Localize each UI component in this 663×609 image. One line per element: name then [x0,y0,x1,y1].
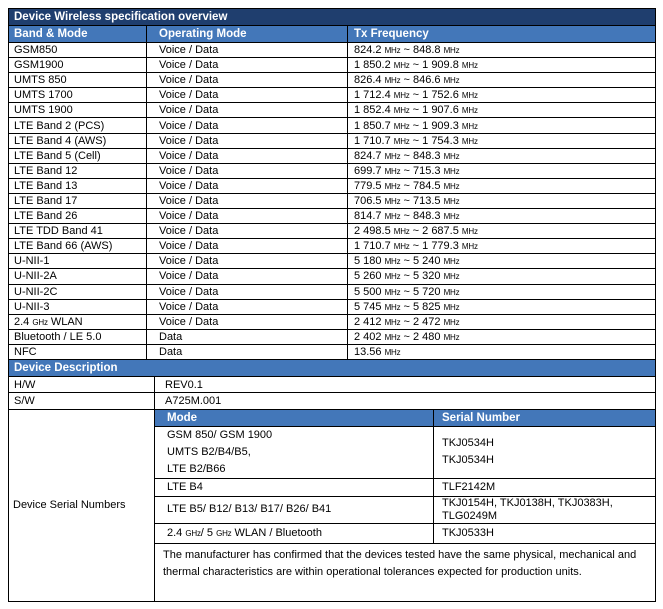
band-cell: LTE Band 4 (AWS) [9,133,147,148]
spec-row [9,178,656,193]
serial-number-cell: TKJ0533H [434,523,656,543]
mhz-unit: MHz [393,106,410,116]
mhz-unit: MHz [393,61,410,71]
tx-frequency-cell: 1 712.4 MHz ~ 1 752.6 MHz [348,88,656,103]
band-cell: 2.4 GHz WLAN [9,314,147,329]
operating-mode-cell: Voice / Data [147,254,348,269]
spec-row [9,88,656,103]
serial-row-label: Device Serial Numbers [9,409,155,601]
band-cell: GSM1900 [9,58,147,73]
band-cell: LTE Band 17 [9,193,147,208]
operating-mode-cell: Voice / Data [147,73,348,88]
tx-frequency-cell: 814.7 MHz ~ 848.3 MHz [348,209,656,224]
operating-mode-cell: Data [147,329,348,344]
band-cell: LTE Band 12 [9,163,147,178]
band-cell: UMTS 850 [9,73,147,88]
mhz-unit: MHz [393,91,410,101]
band-cell: U-NII-2C [9,284,147,299]
serial-mode-cell: LTE B4 [155,478,434,496]
spec-row [9,209,656,224]
band-cell: NFC [9,344,147,359]
operating-mode-cell: Voice / Data [147,178,348,193]
operating-mode-cell: Voice / Data [147,284,348,299]
tx-frequency-cell: 13.56 MHz [348,344,656,359]
spec-row [9,43,656,58]
tx-frequency-cell: 1 850.7 MHz ~ 1 909.3 MHz [348,118,656,133]
mhz-unit: MHz [384,76,401,86]
mhz-unit: MHz [461,227,478,237]
band-cell: LTE TDD Band 41 [9,224,147,239]
tx-frequency-cell: 699.7 MHz ~ 715.3 MHz [348,163,656,178]
mhz-unit: MHz [443,287,460,297]
band-cell: U-NII-2A [9,269,147,284]
tx-frequency-cell: 1 710.7 MHz ~ 1 754.3 MHz [348,133,656,148]
mhz-unit: MHz [384,272,401,282]
sw-label: S/W [9,393,155,410]
serial-mode-cell: GSM 850/ GSM 1900 UMTS B2/B4/B5, LTE B2/B66 [155,426,434,478]
band-cell: LTE Band 13 [9,178,147,193]
spec-row [9,269,656,284]
mhz-unit: MHz [393,227,410,237]
mhz-unit: MHz [384,181,401,191]
spec-title-row [9,9,656,26]
ghz-unit: GHz [185,528,201,538]
mhz-unit: MHz [393,121,410,131]
manufacturer-note: The manufacturer has confirmed that the devices tested have the same physical, mechanical and thermal characteristics are within operational tolerances expected for production units. [155,543,656,601]
band-cell: UMTS 1700 [9,88,147,103]
spec-row [9,148,656,163]
spec-row [9,73,656,88]
operating-mode-cell: Data [147,344,348,359]
serial-mode-cell: 2.4 GHz/ 5 GHz WLAN / Bluetooth [155,523,434,543]
tx-frequency-cell: 1 710.7 MHz ~ 1 779.3 MHz [348,239,656,254]
operating-mode-cell: Voice / Data [147,224,348,239]
sw-row [9,393,656,410]
serial-number-cell: TKJ0154H, TKJ0138H, TKJ0383H, TLG0249M [434,496,656,523]
operating-mode-cell: Voice / Data [147,118,348,133]
spec-row [9,299,656,314]
serial-number-cell: TKJ0534H TKJ0534H [434,426,656,478]
mhz-unit: MHz [461,121,478,131]
operating-mode-cell: Voice / Data [147,314,348,329]
mhz-unit: MHz [393,136,410,146]
column-header-serial-number: Serial Number [434,409,656,426]
mhz-unit: MHz [443,212,460,222]
mhz-unit: MHz [461,136,478,146]
device-description-title-row [9,359,656,376]
tx-frequency-cell: 1 852.4 MHz ~ 1 907.6 MHz [348,103,656,118]
band-cell: LTE Band 2 (PCS) [9,118,147,133]
serial-numbers-table [8,409,656,602]
spec-row [9,344,656,359]
serial-header-row [9,409,656,426]
operating-mode-cell: Voice / Data [147,103,348,118]
tx-frequency-cell: 826.4 MHz ~ 846.6 MHz [348,73,656,88]
column-header-band-mode: Band & Mode [9,26,147,43]
spec-table-body [9,43,656,360]
mhz-unit: MHz [384,151,401,161]
tx-frequency-cell: 5 500 MHz ~ 5 720 MHz [348,284,656,299]
mhz-unit: MHz [443,272,460,282]
mhz-unit: MHz [384,166,401,176]
mhz-unit: MHz [443,166,460,176]
mhz-unit: MHz [384,317,401,327]
tx-frequency-cell: 779.5 MHz ~ 784.5 MHz [348,178,656,193]
spec-row [9,193,656,208]
tx-frequency-cell: 824.2 MHz ~ 848.8 MHz [348,43,656,58]
operating-mode-cell: Voice / Data [147,269,348,284]
mhz-unit: MHz [384,302,401,312]
column-header-tx-frequency: Tx Frequency [348,26,656,43]
tx-frequency-cell: 2 412 MHz ~ 2 472 MHz [348,314,656,329]
mhz-unit: MHz [443,76,460,86]
mhz-unit: MHz [443,317,460,327]
mhz-unit: MHz [461,61,478,71]
spec-row [9,163,656,178]
mhz-unit: MHz [384,257,401,267]
device-description-table [8,359,656,410]
spec-row [9,224,656,239]
spec-row [9,254,656,269]
band-cell: U-NII-3 [9,299,147,314]
spec-header-row [9,26,656,43]
hw-label: H/W [9,376,155,393]
operating-mode-cell: Voice / Data [147,148,348,163]
operating-mode-cell: Voice / Data [147,43,348,58]
band-cell: GSM850 [9,43,147,58]
band-cell: LTE Band 5 (Cell) [9,148,147,163]
band-cell: LTE Band 26 [9,209,147,224]
mhz-unit: MHz [461,106,478,116]
mhz-unit: MHz [384,46,401,56]
mhz-unit: MHz [384,196,401,206]
mhz-unit: MHz [443,46,460,56]
tx-frequency-cell: 2 498.5 MHz ~ 2 687.5 MHz [348,224,656,239]
band-cell: LTE Band 66 (AWS) [9,239,147,254]
band-cell: Bluetooth / LE 5.0 [9,329,147,344]
mhz-unit: MHz [461,91,478,101]
spec-row [9,103,656,118]
spec-row [9,239,656,254]
operating-mode-cell: Voice / Data [147,299,348,314]
operating-mode-cell: Voice / Data [147,239,348,254]
mhz-unit: MHz [384,332,401,342]
hw-row [9,376,656,393]
sw-value: A725M.001 [155,393,656,410]
operating-mode-cell: Voice / Data [147,133,348,148]
operating-mode-cell: Voice / Data [147,58,348,73]
tx-frequency-cell: 706.5 MHz ~ 713.5 MHz [348,193,656,208]
mhz-unit: MHz [443,196,460,206]
serial-number-cell: TLF2142M [434,478,656,496]
mhz-unit: MHz [384,287,401,297]
band-cell: U-NII-1 [9,254,147,269]
tx-frequency-cell: 824.7 MHz ~ 848.3 MHz [348,148,656,163]
mhz-unit: MHz [443,257,460,267]
spec-row [9,329,656,344]
operating-mode-cell: Voice / Data [147,193,348,208]
spec-row [9,133,656,148]
mhz-unit: MHz [384,347,401,357]
serial-table-body [9,409,656,601]
wireless-spec-table [8,8,656,360]
operating-mode-cell: Voice / Data [147,209,348,224]
spec-row [9,284,656,299]
serial-mode-cell: LTE B5/ B12/ B13/ B17/ B26/ B41 [155,496,434,523]
hw-value: REV0.1 [155,376,656,393]
operating-mode-cell: Voice / Data [147,88,348,103]
mhz-unit: MHz [443,332,460,342]
tx-frequency-cell: 2 402 MHz ~ 2 480 MHz [348,329,656,344]
band-cell: UMTS 1900 [9,103,147,118]
ghz-unit: GHz [32,317,48,327]
mhz-unit: MHz [461,242,478,252]
spec-row [9,314,656,329]
mhz-unit: MHz [443,151,460,161]
column-header-operating-mode: Operating Mode [147,26,348,43]
mhz-unit: MHz [443,302,460,312]
tx-frequency-cell: 5 180 MHz ~ 5 240 MHz [348,254,656,269]
tx-frequency-cell: 5 745 MHz ~ 5 825 MHz [348,299,656,314]
spec-table-title: Device Wireless specification overview [9,9,656,26]
mhz-unit: MHz [443,181,460,191]
device-description-title: Device Description [9,359,656,376]
tx-frequency-cell: 1 850.2 MHz ~ 1 909.8 MHz [348,58,656,73]
column-header-mode: Mode [155,409,434,426]
ghz-unit: GHz [216,528,232,538]
operating-mode-cell: Voice / Data [147,163,348,178]
spec-row [9,118,656,133]
mhz-unit: MHz [384,212,401,222]
spec-row [9,58,656,73]
mhz-unit: MHz [393,242,410,252]
tx-frequency-cell: 5 260 MHz ~ 5 320 MHz [348,269,656,284]
